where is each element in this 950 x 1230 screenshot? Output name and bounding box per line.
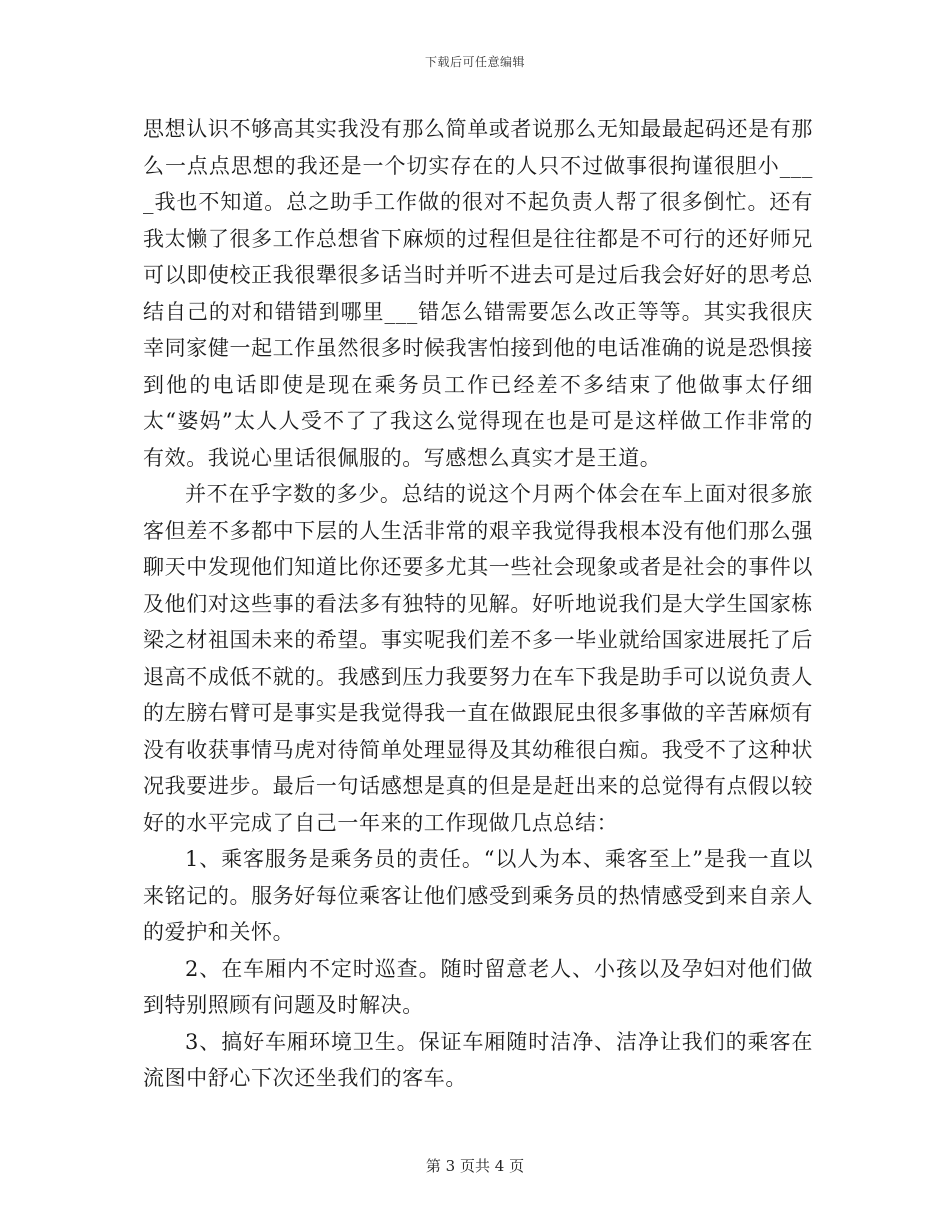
page-footer: 第 3 页共 4 页: [425, 1157, 525, 1175]
paragraph-1: 思想认识不够高其实我没有那么简单或者说那么无知最最起码还是有那么一点点思想的我还是一个切实存在的人只不过做事很拘谨很胆小____我也不知道。总之助手工作做的很对不起负责人帮了很多倒忙。还有我太懒了很多工作总想省下麻烦的过程但是往往都是不可行的还好师兄可以即使校正我很犟很多话当时并听不进去可是过后我会好好的思考总结自己的对和错错到哪里___错怎么错需要怎么改正等等。其实我很庆幸同家健一起工作虽然很多时候我害怕接到他的电话准确的说是恐惧接到他的电话即使是现在乘务员工作已经差不多结束了他做事太仔细太“婆妈”太人人受不了了我这么觉得现在也是可是这样做工作非常的有效。我说心里话很佩服的。写感想么真实才是王道。: [143, 117, 813, 470]
paragraph-5: 3、搞好车厢环境卫生。保证车厢随时洁净、洁净让我们的乘客在流图中舒心下次还坐我们的客车。: [143, 1029, 813, 1090]
page-header: 下载后可任意编辑: [424, 55, 525, 69]
document-body: [143, 111, 813, 1097]
paragraph-2: 并不在乎字数的多少。总结的说这个月两个体会在车上面对很多旅客但差不多都中下层的人生活非常的艰辛我觉得我根本没有他们那么强聊天中发现他们知道比你还要多尤其一些社会现象或者是社会的事件以及他们对这些事的看法多有独特的见解。好听地说我们是大学生国家栋梁之材祖国未来的希望。事实呢我们差不多一毕业就给国家进展托了后退高不成低不就的。我感到压力我要努力在车下我是助手可以说负责人的左膀右臂可是事实是我觉得我一直在做跟屁虫很多事做的辛苦麻烦有没有收获事情马虎对待简单处理显得及其幼稚很白痴。我受不了这种状况我要进步。最后一句话感想是真的但是是赶出来的总觉得有点假以较好的水平完成了自己一年来的工作现做几点总结：: [143, 482, 813, 835]
paragraph-3: 1、乘客服务是乘务员的责任。“以人为本、乘客至上”是我一直以来铭记的。服务好每位乘客让他们感受到乘务员的热情感受到来自亲人的爱护和关怀。: [143, 847, 813, 944]
paragraph-4: 2、在车厢内不定时巡查。随时留意老人、小孩以及孕妇对他们做到特别照顾有问题及时解决。: [143, 956, 813, 1017]
